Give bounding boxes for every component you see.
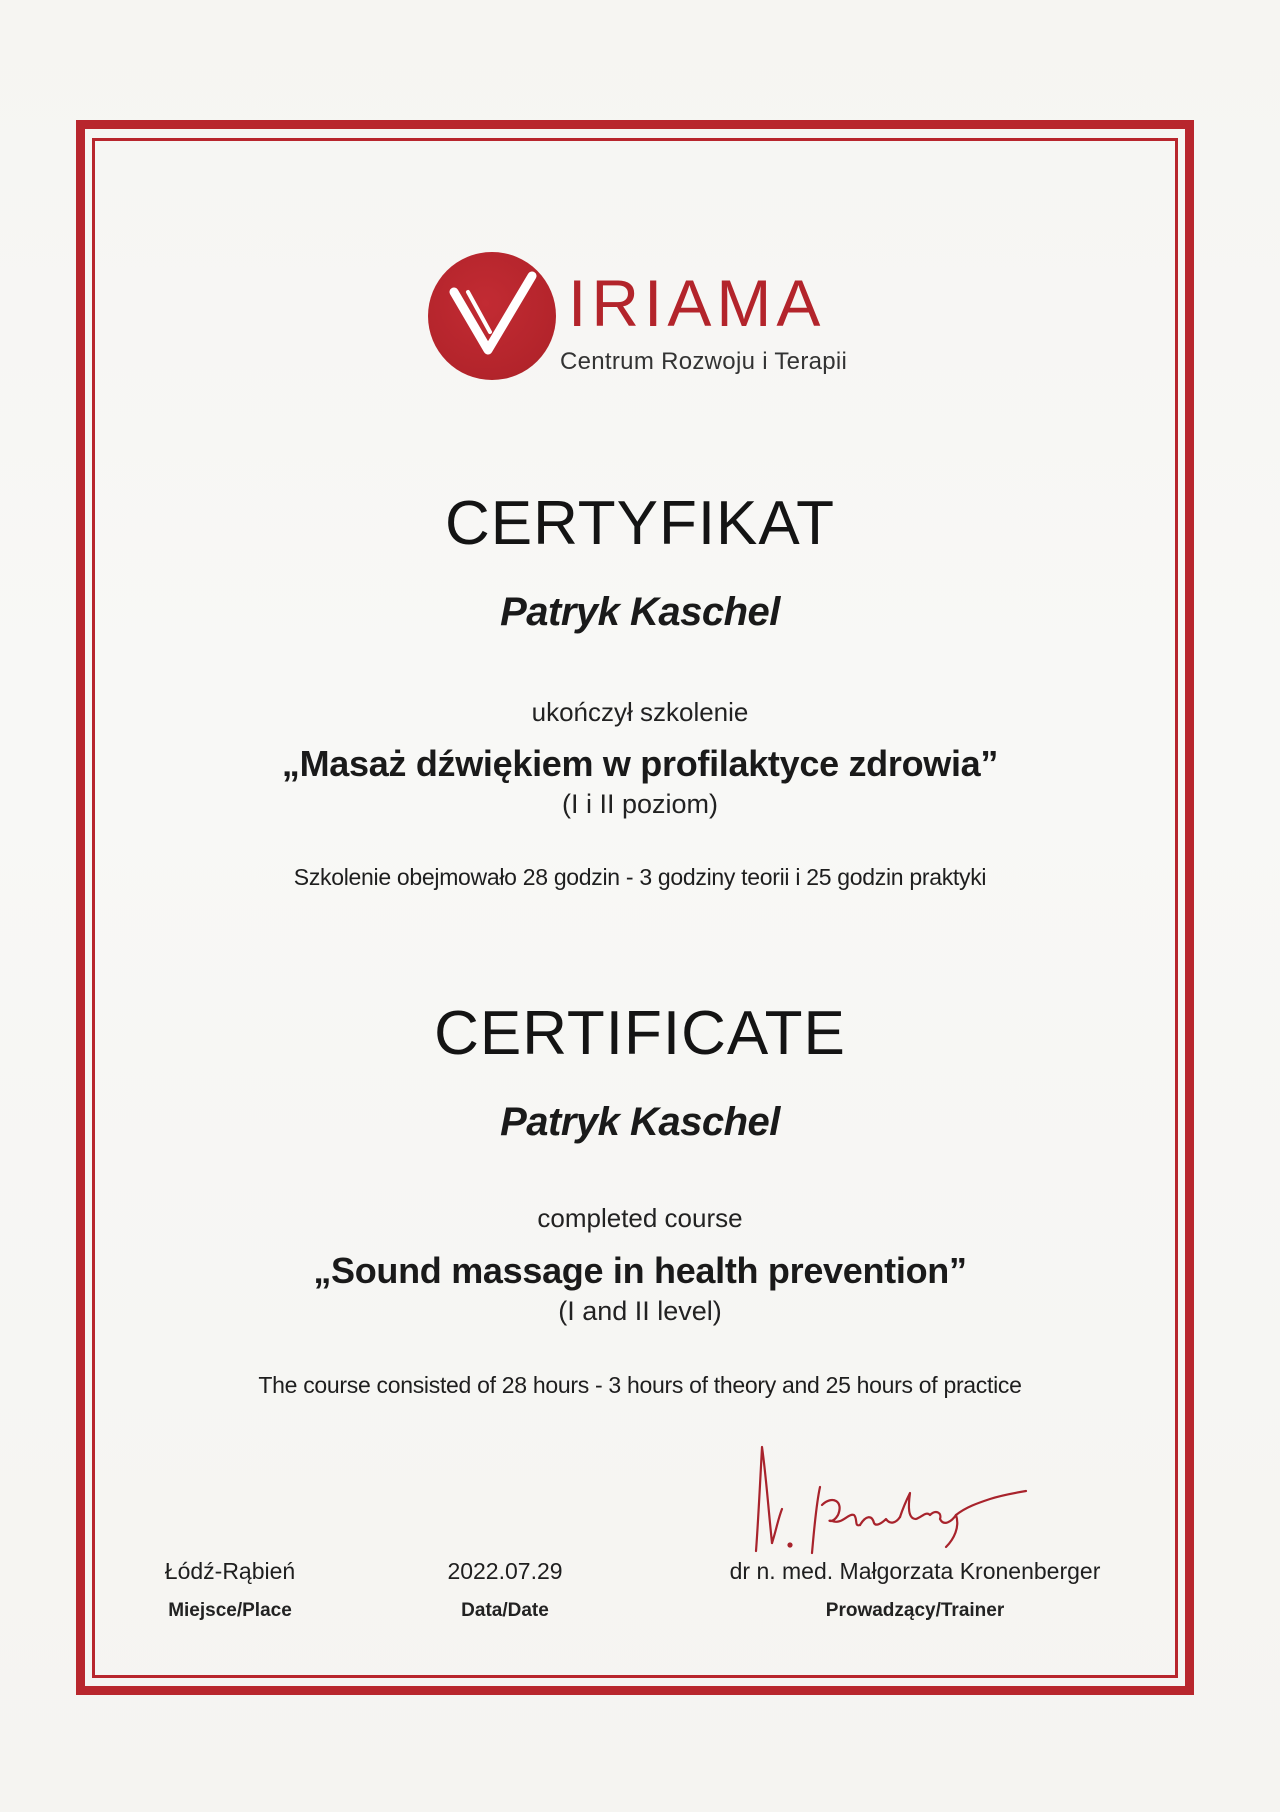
course-hours-english: The course consisted of 28 hours - 3 hours of theory and 25 hours of practice xyxy=(258,1372,1022,1398)
course-level-english: (I and II level) xyxy=(558,1296,722,1326)
title-english: CERTIFICATE xyxy=(434,999,846,1068)
action-text-english: completed course xyxy=(537,1203,743,1233)
action-text-polish: ukończył szkolenie xyxy=(531,697,749,727)
title-polish: CERTYFIKAT xyxy=(444,489,836,558)
course-level-polish: (I i II poziom) xyxy=(561,789,719,819)
trainer-value: dr n. med. Małgorzata Kronenberger xyxy=(729,1558,1101,1584)
logo-brand-text: IRIAMA xyxy=(568,266,826,340)
course-title-polish: „Masaż dźwiękiem w profilaktyce zdrowia” xyxy=(281,743,999,784)
trainer-signature xyxy=(708,1435,1048,1575)
place-caption: Miejsce/Place xyxy=(168,1600,292,1621)
course-title-english: „Sound massage in health prevention” xyxy=(313,1250,967,1291)
recipient-name-english: Patryk Kaschel xyxy=(500,1100,780,1144)
place-value: Łódź-Rąbień xyxy=(164,1558,296,1584)
logo-v-emblem-icon xyxy=(428,252,556,380)
viriama-logo xyxy=(428,248,858,388)
recipient-name-polish: Patryk Kaschel xyxy=(500,590,780,634)
course-hours-polish: Szkolenie obejmowało 28 godzin - 3 godziny teorii i 25 godzin praktyki xyxy=(293,864,987,890)
logo-tagline: Centrum Rozwoju i Terapii xyxy=(560,348,848,375)
date-value: 2022.07.29 xyxy=(447,1558,563,1584)
date-caption: Data/Date xyxy=(461,1600,549,1621)
trainer-caption: Prowadzący/Trainer xyxy=(825,1600,1005,1621)
